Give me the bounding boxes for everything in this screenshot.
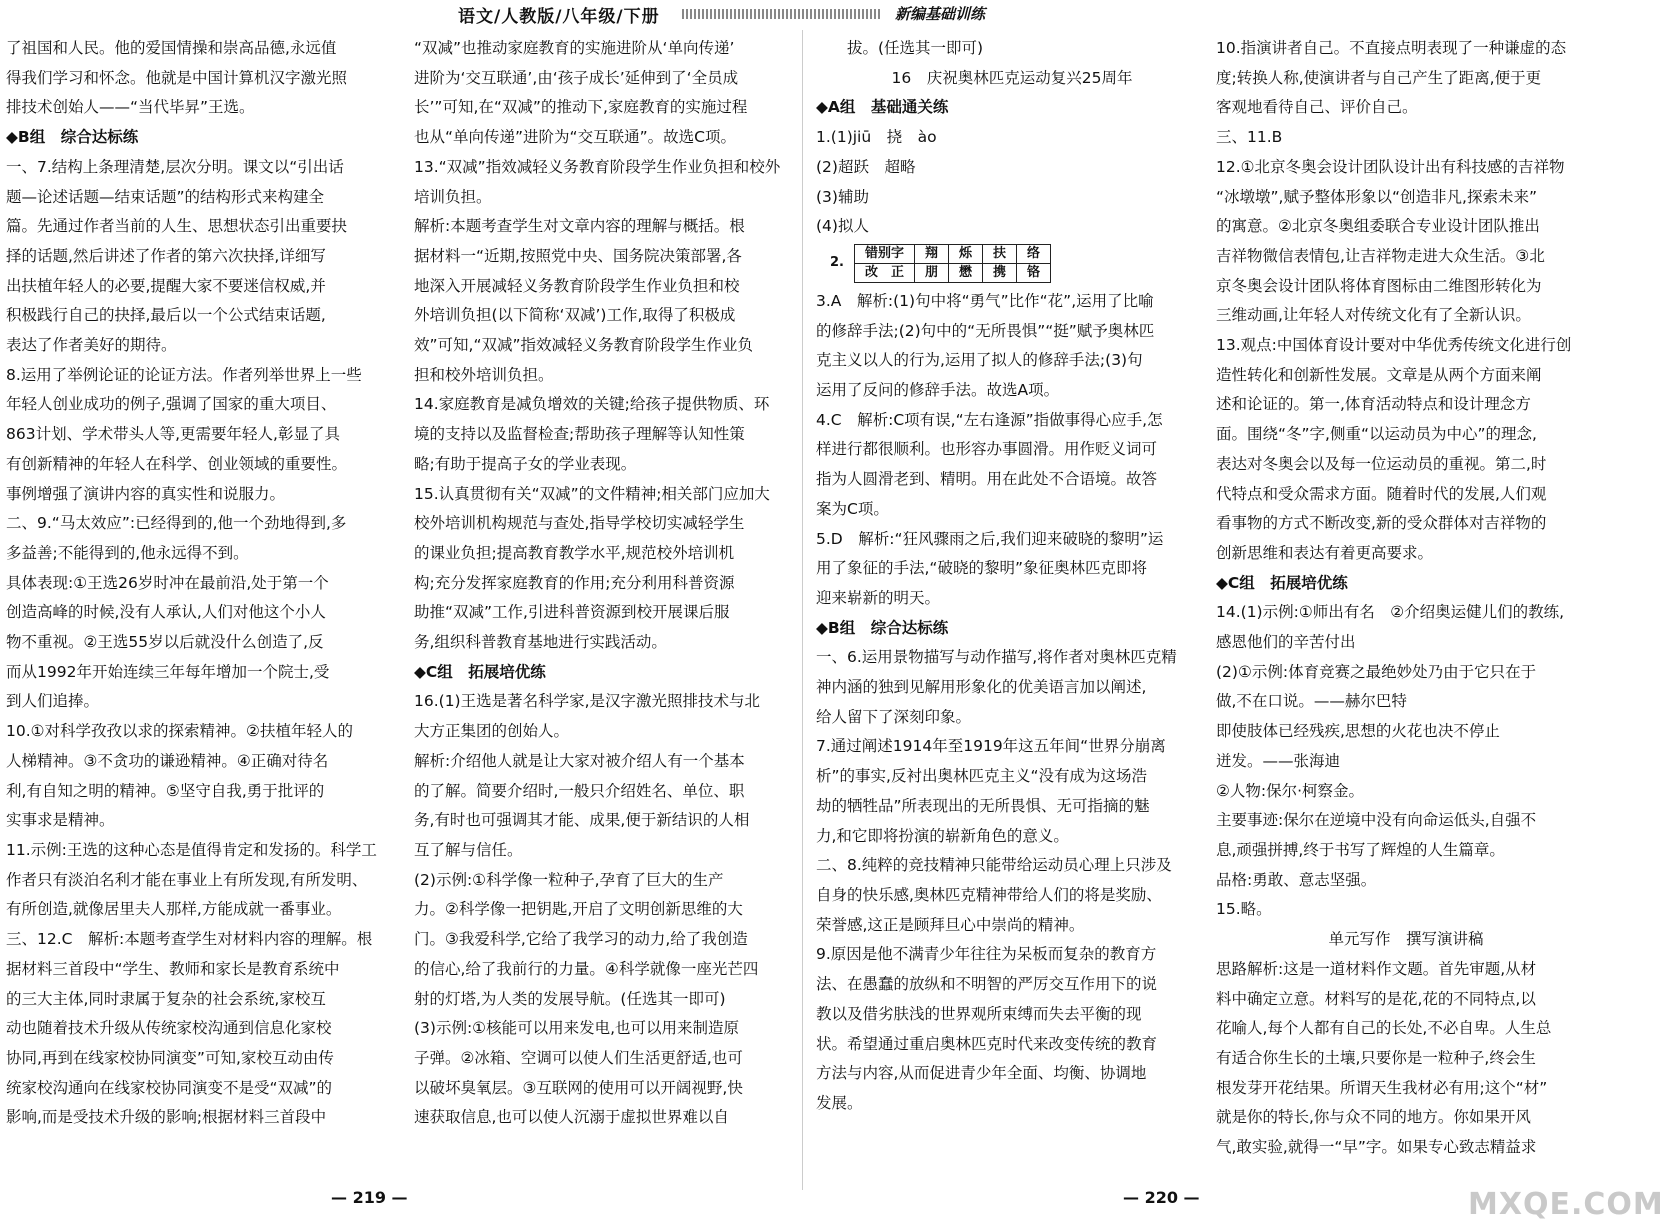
text-line: 略;有助于提高子女的学业表现。 <box>414 454 637 473</box>
table-cell: 烁 <box>949 244 983 263</box>
text-line: 品格:勇敢、意志坚强。 <box>1216 870 1377 889</box>
text-line: 即使肢体已经残疾,思想的火花也决不停止 <box>1216 722 1500 741</box>
text-line: 主要事迹:保尔在逆境中没有向命运低头,自强不 <box>1216 811 1537 830</box>
text-line: 创造高峰的时候,没有人承认,人们对他这个小人 <box>6 603 326 622</box>
text-line: 14.家庭教育是减负增效的关键;给孩子提供物质、环 <box>414 395 770 414</box>
text-line: 务,有时也可强调其才能、成果,便于新结识的人相 <box>414 811 750 830</box>
text-line: 指为人圆滑老到、精明。用在此处不合语境。故答 <box>816 470 1158 489</box>
page-divider <box>802 30 803 1190</box>
table-cell: 懋 <box>949 263 983 282</box>
text-line: 造性转化和创新性发展。文章是从两个方面来阐 <box>1216 365 1542 384</box>
text-line: 发展。 <box>816 1093 863 1112</box>
text-line: 排技术创始人——“当代毕昇”王选。 <box>6 98 255 117</box>
text-line: 担和校外培训负担。 <box>414 365 554 384</box>
text-line: 效”可知,“双减”指效减轻义务教育阶段学生作业负 <box>414 336 754 355</box>
text-line: 10.①对科学孜孜以求的探索精神。②扶植年轻人的 <box>6 722 353 741</box>
column-1 <box>6 34 394 1133</box>
text-line: 的了解。简要介绍时,一般只介绍姓名、单位、职 <box>414 781 745 800</box>
text-line: 根发芽开花结果。所谓天生我材必有用;这个“材” <box>1216 1078 1548 1097</box>
column-4 <box>1216 34 1596 1163</box>
text-line: ◆B组 综合达标练 <box>816 618 949 637</box>
text-line: 863计划、学术带头人等,更需要年轻人,彰显了具 <box>6 425 340 444</box>
text-line: 解析:本题考查学生对文章内容的理解与概括。根 <box>414 217 745 236</box>
text-line: ◆C组 拓展培优练 <box>414 662 546 681</box>
text-line: 也从“单向传递”进阶为“交互联通”。故选C项。 <box>414 128 736 147</box>
text-line: 动也随着技术升级从传统家校沟通到信息化家校 <box>6 1019 332 1038</box>
text-line: “双减”也推动家庭教育的实施进阶从‘单向传递’ <box>414 39 735 57</box>
text-line: 用了象征的手法,“破晓的黎明”象征奥林匹克即将 <box>816 559 1147 578</box>
text-line: 外培训负担(以下简称‘双减’)工作,取得了积极成 <box>414 306 736 325</box>
text-line: 实事求是精神。 <box>6 811 115 830</box>
text-line: 有创新精神的年轻人在科学、创业领域的重要性。 <box>6 454 348 473</box>
text-line: 子弹。②冰箱、空调可以使人们生活更舒适,也可 <box>414 1048 743 1067</box>
text-line: 境的支持以及监督检查;帮助孩子理解等认知性策 <box>414 425 745 444</box>
text-line: 校外培训机构规范与查处,指导学校切实减轻学生 <box>414 514 745 533</box>
text-line: (3)辅助 <box>816 187 869 206</box>
text-line: 7.通过阐述1914年至1919年这五年间“世界分崩离 <box>816 737 1166 756</box>
text-line: 思路解析:这是一道材料作文题。首先审题,从材 <box>1216 959 1537 978</box>
text-line: 述和论证的。第一,体育活动特点和设计理念方 <box>1216 395 1531 414</box>
text-line: 做,不在口说。——赫尔巴特 <box>1216 692 1407 711</box>
text-line: 迎来崭新的明天。 <box>816 588 941 607</box>
text-line: 表达了作者美好的期待。 <box>6 336 177 355</box>
text-line: 构;充分发挥家庭教育的作用;充分利用科普资源 <box>414 573 735 592</box>
text-line: 代特点和受众需求方面。随着时代的发展,人们观 <box>1216 484 1547 503</box>
text-line: 运用了反问的修辞手法。故选A项。 <box>816 381 1060 400</box>
text-line: 三、11.B <box>1216 128 1283 147</box>
text-line: 有适合你生长的土壤,只要你是一粒种子,终会生 <box>1216 1048 1536 1067</box>
text-line: 有所创造,就像居里夫人那样,方能成就一番事业。 <box>6 900 342 919</box>
text-line: 3.A 解析:(1)句中将“勇气”比作“花”,运用了比喻 <box>816 291 1154 310</box>
header-decoration <box>682 9 882 19</box>
text-line: 力。②科学像一把钥匙,开启了文明创新思维的大 <box>414 900 743 919</box>
table-cell: 络 <box>1017 244 1051 263</box>
text-line: 射的灯塔,为人类的发展导航。(任选其一即可) <box>414 989 726 1008</box>
text-line: 多益善;不能得到的,他永远得不到。 <box>6 543 249 562</box>
text-line: 的寓意。②北京冬奥组委联合专业设计团队推出 <box>1216 217 1540 236</box>
text-line: 出扶植年轻人的必要,提醒大家不要迷信权威,并 <box>6 276 326 295</box>
text-line: 以破坏臭氧层。③互联网的使用可以开阔视野,快 <box>414 1078 743 1097</box>
text-line: 客观地看待自己、评价自己。 <box>1216 98 1418 117</box>
text-line: 荣誉感,这正是顾拜旦心中崇尚的精神。 <box>816 915 1085 934</box>
text-line: 作者只有淡泊名利才能在事业上有所发现,有所发明、 <box>6 870 368 889</box>
text-line: ◆C组 拓展培优练 <box>1216 573 1348 592</box>
text-line: 一、6.运用景物描写与动作描写,将作者对奥林匹克精 <box>816 648 1177 667</box>
text-line: (4)拟人 <box>816 217 869 236</box>
text-line: 自身的快乐感,奥林匹克精神带给人们的将是奖励、 <box>816 885 1162 904</box>
text-line: 度;转换人称,使演讲者与自己产生了距离,便于更 <box>1216 68 1542 87</box>
text-line: 一、7.结构上条理清楚,层次分明。课文以“引出话 <box>6 157 344 176</box>
text-line: 析”的事实,反衬出奥林匹克主义“没有成为这场浩 <box>816 767 1147 786</box>
text-line: 克主义以人的行为,运用了拟人的修辞手法;(3)句 <box>816 351 1143 370</box>
question-label: 2. <box>830 255 844 271</box>
text-line: 15.认真贯彻有关“双减”的文件精神;相关部门应加大 <box>414 484 770 503</box>
table-cell: 扶 <box>983 244 1017 263</box>
text-line: 利,有自知之明的精神。⑤坚守自我,勇于批评的 <box>6 781 325 800</box>
table-cell: 朋 <box>915 263 949 282</box>
text-line: 给人留下了深刻印象。 <box>816 707 972 726</box>
text-line: ②人物:保尔·柯察金。 <box>1216 781 1365 800</box>
text-line: 拔。(任选其一即可) <box>816 39 984 57</box>
text-line: 案为C项。 <box>816 499 889 518</box>
table-row <box>830 244 1051 263</box>
watermark: MXQE.COM <box>1468 1187 1664 1222</box>
text-line: 看事物的方式不断改变,新的受众群体对吉祥物的 <box>1216 514 1547 533</box>
text-line: 创新思维和表达有着更高要求。 <box>1216 543 1434 562</box>
text-line: 方法与内容,从而促进青少年全面、均衡、协调地 <box>816 1064 1147 1083</box>
text-line: 得我们学习和怀念。他就是中国计算机汉字激光照 <box>6 68 348 87</box>
text-line: 5.D 解析:“狂风骤雨之后,我们迎来破晓的黎明”运 <box>816 529 1164 548</box>
text-line: 15.略。 <box>1216 900 1272 919</box>
table-cell: 翔 <box>915 244 949 263</box>
text-line: 8.运用了举例论证的论证方法。作者列举世界上一些 <box>6 365 362 384</box>
text-line: (2)①示例:体育竞赛之最绝妙处乃由于它只在于 <box>1216 662 1537 681</box>
text-line: 协同,再到在线家校协同演变”可知,家校互动由传 <box>6 1048 334 1067</box>
text-line: “冰墩墩”,赋予整体形象以“创造非凡,探索未来” <box>1216 187 1537 206</box>
text-line: 样进行都很顺利。也形容办事圆滑。用作贬义词可 <box>816 440 1158 459</box>
table-cell: 改 正 <box>854 263 914 282</box>
text-line: 事例增强了演讲内容的真实性和说服力。 <box>6 484 286 503</box>
text-line: 13.“双减”指效减轻义务教育阶段学生作业负担和校外 <box>414 157 781 176</box>
text-line: 地深入开展减轻义务教育阶段学生作业负担和校 <box>414 276 740 295</box>
text-line: 感恩他们的辛苦付出 <box>1216 633 1356 652</box>
text-line: 14.(1)示例:①师出有名 ②介绍奥运健儿们的教练, <box>1216 603 1565 622</box>
text-line: 的课业负担;提高教育教学水平,规范校外培训机 <box>414 543 735 562</box>
text-line: 状。希望通过重启奥林匹克时代来改变传统的教育 <box>816 1034 1158 1053</box>
column-3 <box>816 34 1208 1119</box>
text-line: 9.原因是他不满青少年往往为呆板而复杂的教育方 <box>816 945 1157 964</box>
text-line: 4.C 解析:C项有误,“左右逢源”指做事得心应手,怎 <box>816 410 1163 429</box>
text-line: 人梯精神。③不贪功的谦逊精神。④正确对待名 <box>6 751 329 770</box>
text-line: 据材料一“近期,按照党中央、国务院决策部署,各 <box>414 246 742 265</box>
text-line: 12.①北京冬奥会设计团队设计出有科技感的吉祥物 <box>1216 157 1565 176</box>
text-line: 的三大主体,同时隶属于复杂的社会系统,家校互 <box>6 989 326 1008</box>
text-line: 11.示例:王选的这种心态是值得肯定和发扬的。科学工 <box>6 840 377 859</box>
text-line: 表达对冬奥会以及每一位运动员的重视。第二,时 <box>1216 454 1547 473</box>
text-line: 就是你的特长,你与众不同的地方。你如果开风 <box>1216 1108 1531 1127</box>
text-line: 大方正集团的创始人。 <box>414 722 570 741</box>
text-line: 助推“双减”工作,引进科普资源到校开展课后服 <box>414 603 730 622</box>
text-line: 统家校沟通向在线家校协同演变不是受“双减”的 <box>6 1078 333 1097</box>
page-number-right: — 220 — <box>1123 1188 1200 1207</box>
text-line: 力,和它即将扮演的崭新角色的意义。 <box>816 826 1069 845</box>
text-line: 到人们追捧。 <box>6 692 100 711</box>
text-line: 长’”可知,在“双减”的推动下,家庭教育的实施过程 <box>414 98 748 117</box>
text-line: 二、9.“马太效应”:已经得到的,他一个劲地得到,多 <box>6 514 347 533</box>
header-brand: 新编基础训练 <box>895 5 986 23</box>
text-line: 法、在愚蠢的放纵和不明智的严厉交互作用下的说 <box>816 975 1158 994</box>
table-cell: 铬 <box>1017 263 1051 282</box>
page-header <box>0 0 1600 26</box>
text-line: 的修辞手法;(2)句中的“无所畏惧”“挺”赋予奥林匹 <box>816 321 1155 340</box>
text-line: 劫的牺牲品”所表现出的无所畏惧、无可指摘的魅 <box>816 796 1150 815</box>
page-number-left: — 219 — <box>331 1188 408 1207</box>
text-line: 择的话题,然后讲述了作者的第六次抉择,详细写 <box>6 246 326 265</box>
text-line: ◆B组 综合达标练 <box>6 128 139 147</box>
text-line: 解析:介绍他人就是让大家对被介绍人有一个基本 <box>414 751 745 770</box>
text-line: 1.(1)jiū 挠 ào <box>816 128 937 147</box>
text-line: 吉祥物微信表情包,让吉祥物走进大众生活。③北 <box>1216 246 1545 265</box>
text-line: 13.观点:中国体育设计要对中华优秀传统文化进行创 <box>1216 336 1572 355</box>
text-line: 神内涵的独到见解用形象化的优美语言加以阐述, <box>816 678 1147 697</box>
text-line: 三、12.C 解析:本题考查学生对材料内容的理解。根 <box>6 930 373 949</box>
text-line: 门。③我爱科学,它给了我学习的动力,给了我创造 <box>414 930 748 949</box>
text-line: 影响,而是受技术升级的影响;根据材料三首段中 <box>6 1108 327 1127</box>
text-line: 积极践行自己的抉择,最后以一个公式结束话题, <box>6 306 326 325</box>
text-line: 篇。先通过作者当前的人生、思想状态引出重要抉 <box>6 217 348 236</box>
text-line: (2)超跃 超略 <box>816 157 916 176</box>
text-line: 据材料三首段中“学生、教师和家长是教育系统中 <box>6 959 340 978</box>
header-title: 语文/人教版/八年级/下册 <box>458 7 660 27</box>
text-line: 三维动画,让年轻人对传统文化有了全新认识。 <box>1216 306 1531 325</box>
text-line: 16.(1)王选是著名科学家,是汉字激光照排技术与北 <box>414 692 761 711</box>
text-line: 气,敢实验,就得一“早”字。如果专心致志精益求 <box>1216 1138 1537 1157</box>
text-line: 教以及借劣肤浅的世界观所束缚而失去平衡的现 <box>816 1004 1142 1023</box>
text-line: 的信心,给了我前行的力量。④科学就像一座光芒四 <box>414 959 759 978</box>
text-line: 年轻人创业成功的例子,强调了国家的重大项目、 <box>6 395 337 414</box>
table-cell: 携 <box>983 263 1017 282</box>
text-line: 16 庆祝奥林匹克运动复兴25周年 <box>891 68 1133 87</box>
text-line: (2)示例:①科学像一粒种子,孕育了巨大的生产 <box>414 870 724 889</box>
text-line: 题—论述话题—结束话题”的结构形式来构建全 <box>6 187 325 206</box>
text-line: 息,顽强拼搏,终于书写了辉煌的人生篇章。 <box>1216 840 1505 859</box>
text-line: 二、8.纯粹的竞技精神只能带给运动员心理上只涉及 <box>816 856 1172 875</box>
column-2 <box>414 34 800 1133</box>
error-correction-table <box>830 244 1051 283</box>
text-line: 务,组织科普教育基地进行实践活动。 <box>414 633 667 652</box>
text-line: ◆A组 基础通关练 <box>816 98 949 117</box>
text-line: 面。围绕“冬”字,侧重“以运动员为中心”的理念, <box>1216 425 1537 444</box>
text-line: 10.指演讲者自己。不直接点明表现了一种谦虚的态 <box>1216 39 1567 57</box>
text-line: 花喻人,每个人都有自己的长处,不必自卑。人生总 <box>1216 1019 1552 1038</box>
text-line: 互了解与信任。 <box>414 840 523 859</box>
text-line: 具体表现:①王选26岁时冲在最前沿,处于第一个 <box>6 573 329 592</box>
text-line: 京冬奥会设计团队将体育图标由二维图形转化为 <box>1216 276 1542 295</box>
text-line: 速获取信息,也可以使人沉溺于虚拟世界难以自 <box>414 1108 729 1127</box>
text-line: (3)示例:①核能可以用来发电,也可以用来制造原 <box>414 1019 740 1038</box>
table-cell: 错别字 <box>854 244 914 263</box>
table-row <box>830 263 1051 282</box>
text-line: 物不重视。②王选55岁以后就没什么创造了,反 <box>6 633 324 652</box>
text-line: 迸发。——张海迪 <box>1216 751 1341 770</box>
text-line: 而从1992年开始连续三年每年增加一个院士,受 <box>6 662 330 681</box>
text-line: 料中确定立意。材料写的是花,花的不同特点,以 <box>1216 989 1536 1008</box>
text-line: 单元写作 撰写演讲稿 <box>1328 930 1484 949</box>
text-line: 了祖国和人民。他的爱国情操和崇高品德,永远值 <box>6 39 337 57</box>
text-line: 进阶为‘交互联通’,由‘孩子成长’延伸到了‘全员成 <box>414 68 739 87</box>
text-line: 培训负担。 <box>414 187 492 206</box>
